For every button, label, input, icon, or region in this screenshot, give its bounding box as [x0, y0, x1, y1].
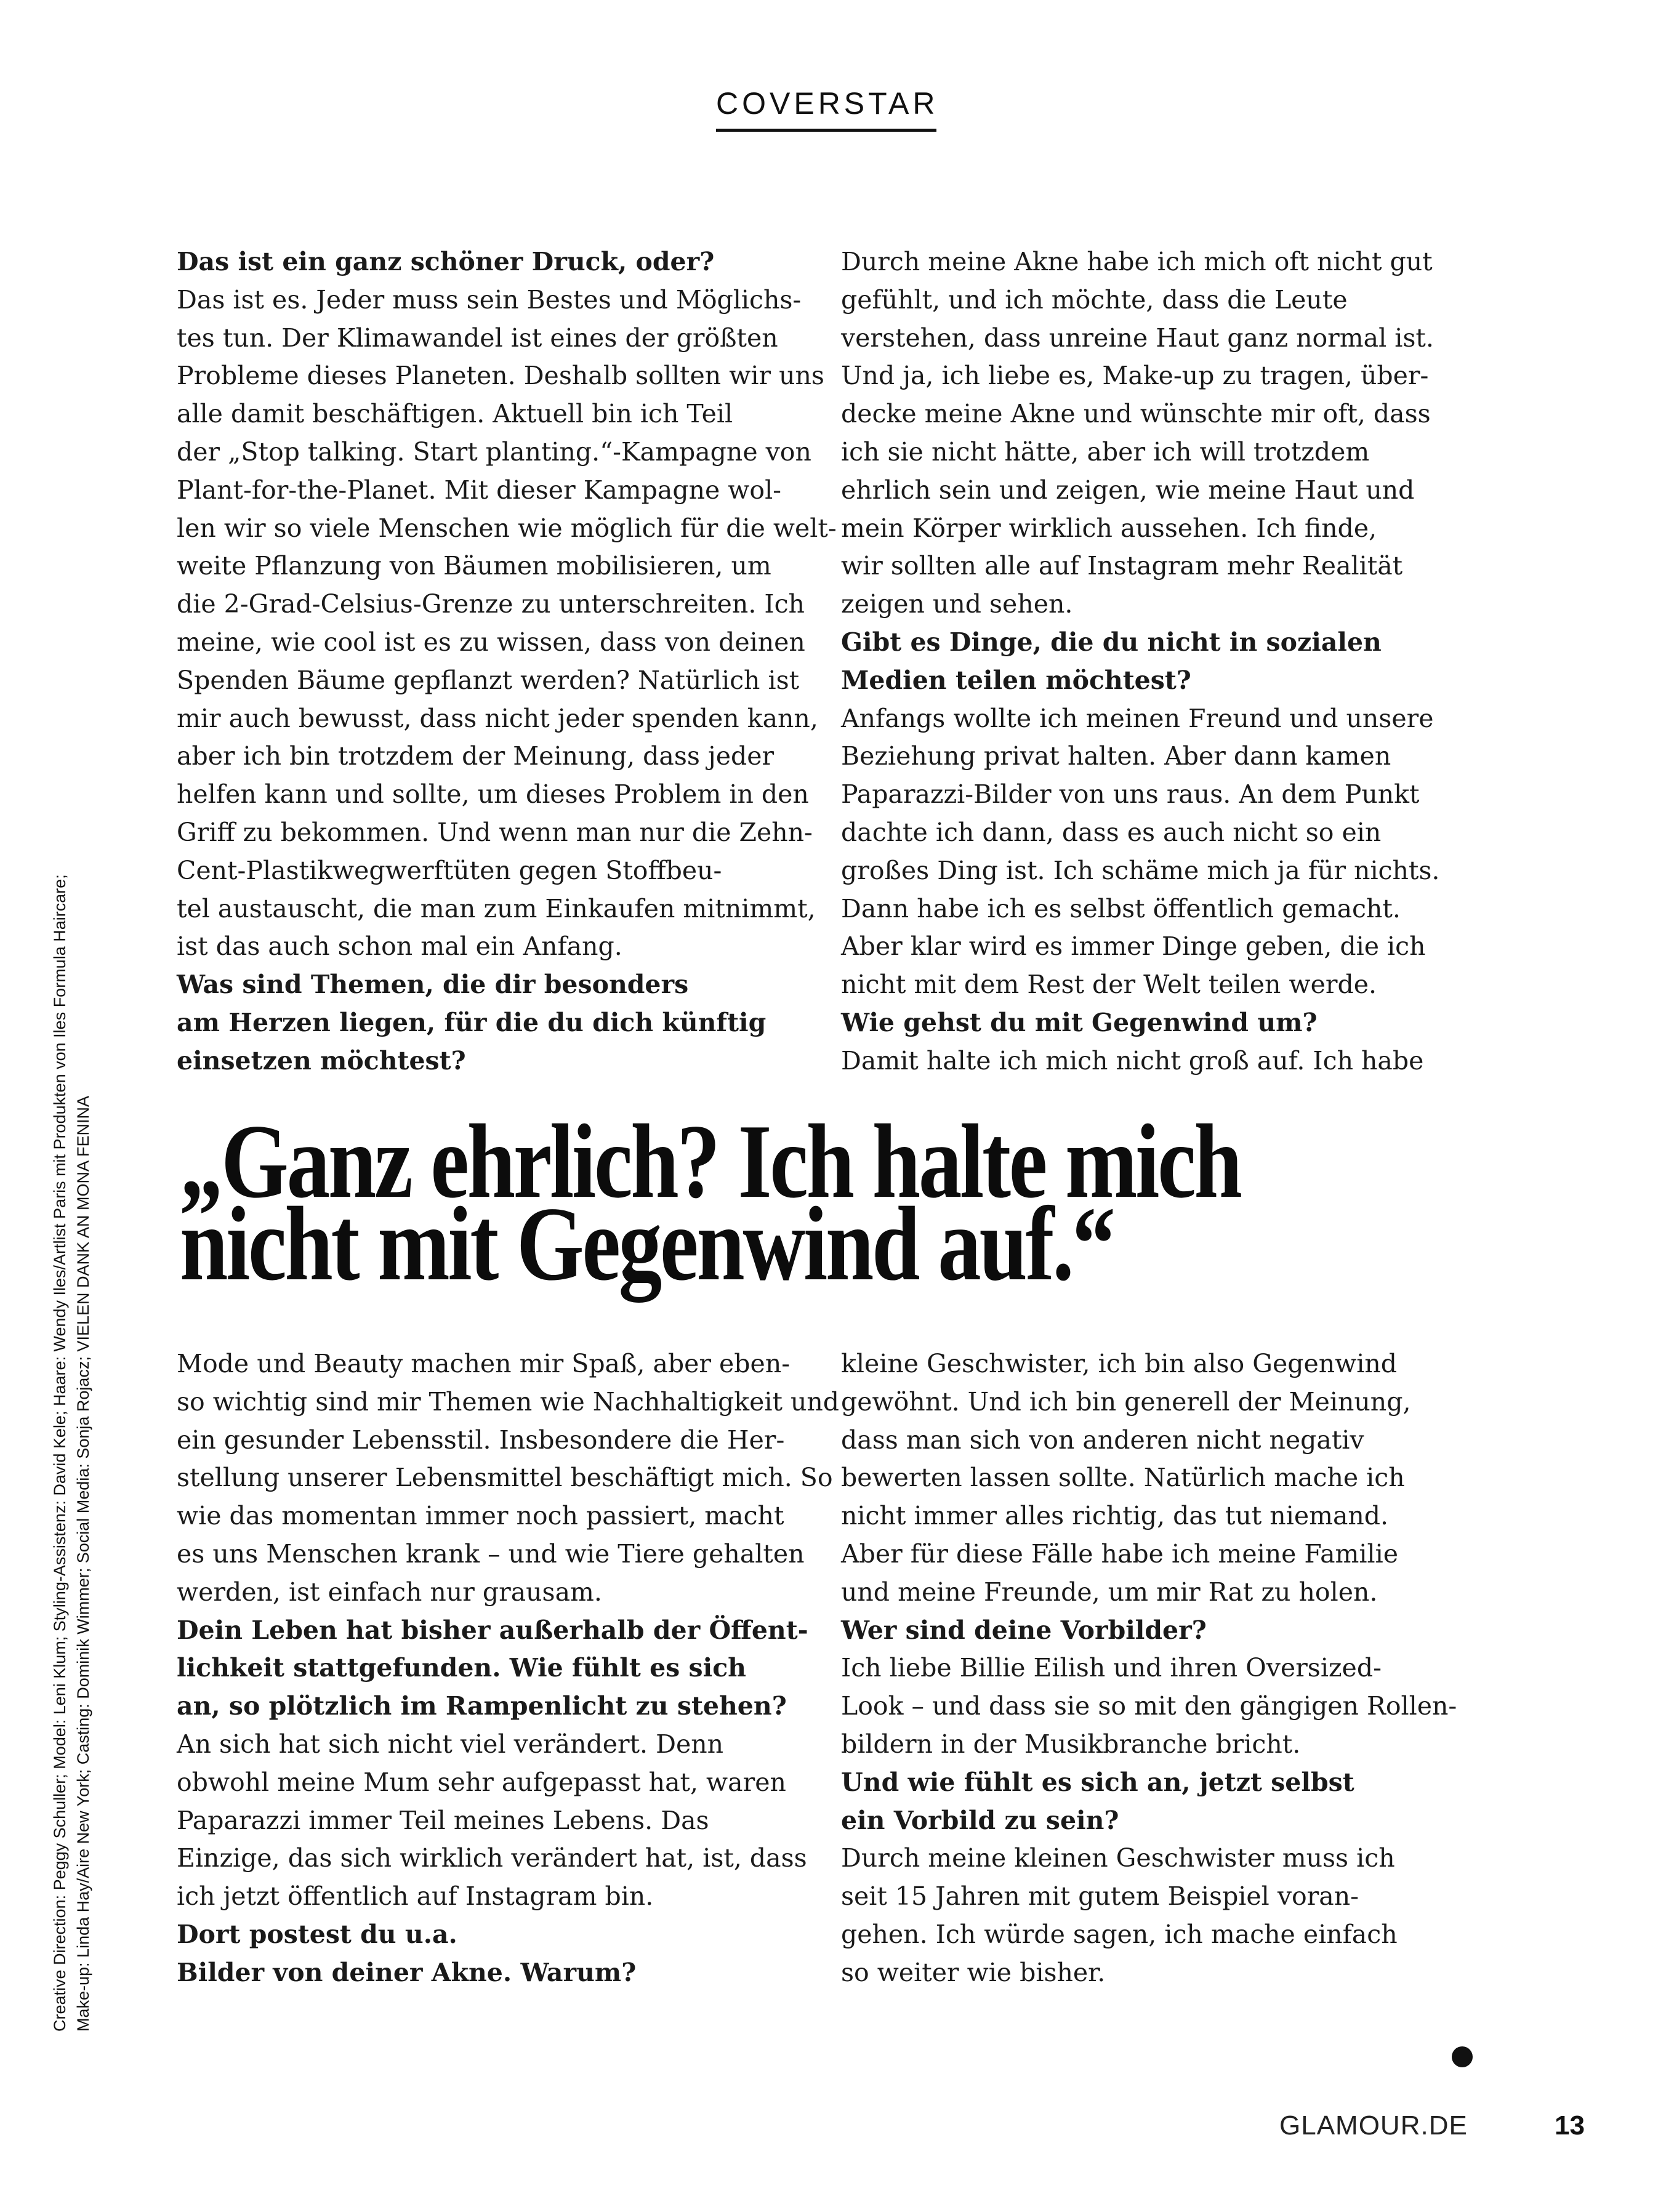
body-text-line: Damit halte ich mich nicht groß auf. Ich habe: [841, 1045, 1424, 1076]
body-text-line: Durch meine kleinen Geschwister muss ich: [841, 1843, 1395, 1873]
body-text-line: ist das auch schon mal ein Anfang.: [177, 931, 622, 962]
body-text-line: tel austauscht, die man zum Einkaufen mitnimmt,: [177, 893, 816, 923]
body-text-line: Griff zu bekommen. Und wenn man nur die Zehn-: [177, 817, 813, 847]
pull-quote: [180, 1103, 1241, 1303]
body-text-line: wie das momentan immer noch passiert, macht: [177, 1501, 784, 1531]
body-text-line: Beziehung privat halten. Aber dann kamen: [841, 741, 1391, 771]
section-underline: [716, 129, 936, 132]
body-text-line: mir auch bewusst, dass nicht jeder spenden kann,: [177, 703, 818, 733]
interview-question-line: ein Vorbild zu sein?: [841, 1805, 1119, 1835]
text-column-1: [177, 243, 837, 1080]
body-text-line: zeigen und sehen.: [841, 589, 1073, 619]
body-text-line: Einzige, das sich wirklich verändert hat, ist, dass: [177, 1843, 807, 1873]
interview-question-line: Das ist ein ganz schöner Druck, oder?: [177, 247, 715, 276]
interview-question-line: einsetzen möchtest?: [177, 1045, 466, 1076]
interview-question-line: Und wie fühlt es sich an, jetzt selbst: [841, 1767, 1354, 1797]
body-text-line: Aber klar wird es immer Dinge geben, die ich: [841, 931, 1426, 962]
interview-question-line: Medien teilen möchtest?: [841, 665, 1191, 695]
body-text-line: gewöhnt. Und ich bin generell der Meinung,: [841, 1386, 1411, 1417]
body-text-line: helfen kann und sollte, um dieses Problem in den: [177, 779, 809, 810]
body-text-line: so weiter wie bisher.: [841, 1957, 1106, 1987]
body-text-line: Plant-for-the-Planet. Mit dieser Kampagne wol-: [177, 475, 782, 505]
footer-site-name: GLAMOUR.DE: [1279, 2110, 1468, 2141]
body-text-line: Dann habe ich es selbst öffentlich gemacht.: [841, 893, 1401, 923]
body-text-line: gehen. Ich würde sagen, ich mache einfach: [841, 1919, 1398, 1949]
body-text-line: alle damit beschäftigen. Aktuell bin ich Teil: [177, 399, 733, 429]
body-text-line: nicht immer alles richtig, das tut niemand.: [841, 1501, 1389, 1531]
body-text-line: tes tun. Der Klimawandel ist eines der größten: [177, 323, 778, 353]
body-text-line: es uns Menschen krank – und wie Tiere gehalten: [177, 1538, 805, 1569]
body-text-line: bewerten lassen sollte. Natürlich mache ich: [841, 1463, 1405, 1493]
body-text-line: verstehen, dass unreine Haut ganz normal ist.: [841, 323, 1434, 353]
body-text-line: so wichtig sind mir Themen wie Nachhaltigkeit und: [177, 1386, 840, 1417]
interview-question-line: lichkeit stattgefunden. Wie fühlt es sich: [177, 1653, 746, 1683]
credit-line: Make-up: Linda Hay/Aire New York; Casting: Dominik Wimmer; Social Media: Sonja Rojacz; VIELEN DANK AN MONA FENINA: [74, 1095, 92, 2032]
body-text-line: Aber für diese Fälle habe ich meine Familie: [841, 1538, 1399, 1569]
body-text-line: aber ich bin trotzdem der Meinung, dass jeder: [177, 741, 775, 771]
body-text-line: wir sollten alle auf Instagram mehr Realität: [841, 551, 1403, 581]
body-text-line: An sich hat sich nicht viel verändert. Denn: [177, 1729, 724, 1759]
interview-question-line: Was sind Themen, die dir besonders: [177, 970, 689, 1000]
body-text-line: der „Stop talking. Start planting.“-Kampagne von: [177, 436, 811, 467]
body-text-line: mein Körper wirklich aussehen. Ich finde,: [841, 513, 1377, 543]
body-text-line: Spenden Bäume gepflanzt werden? Natürlich ist: [177, 665, 800, 695]
body-text-line: Und ja, ich liebe es, Make-up zu tragen, über-: [841, 361, 1429, 391]
text-column-4: [841, 1345, 1475, 1992]
body-text-line: großes Ding ist. Ich schäme mich ja für nichts.: [841, 855, 1440, 885]
body-text-line: gefühlt, und ich möchte, dass die Leute: [841, 284, 1348, 315]
body-text-line: decke meine Akne und wünschte mir oft, dass: [841, 399, 1431, 429]
body-text-line: seit 15 Jahren mit gutem Beispiel voran-: [841, 1881, 1359, 1912]
body-text-line: weite Pflanzung von Bäumen mobilisieren, um: [177, 551, 771, 581]
interview-question-line: Wie gehst du mit Gegenwind um?: [841, 1007, 1318, 1037]
interview-question-line: Gibt es Dinge, die du nicht in sozialen: [841, 627, 1382, 657]
body-text-line: stellung unserer Lebensmittel beschäftigt mich. So: [177, 1463, 833, 1493]
body-text-line: ehrlich sein und zeigen, wie meine Haut und: [841, 475, 1415, 505]
body-text-line: Das ist es. Jeder muss sein Bestes und Möglichs-: [177, 284, 802, 315]
body-text-line: dachte ich dann, dass es auch nicht so ein: [841, 817, 1382, 847]
body-text-line: Mode und Beauty machen mir Spaß, aber eben-: [177, 1349, 791, 1378]
body-text-line: bildern in der Musikbranche bricht.: [841, 1729, 1301, 1759]
body-text-line: und meine Freunde, um mir Rat zu holen.: [841, 1577, 1378, 1607]
body-text-line: nicht mit dem Rest der Welt teilen werde.: [841, 970, 1377, 1000]
interview-question-line: Bilder von deiner Akne. Warum?: [177, 1957, 637, 1987]
interview-question-line: Wer sind deine Vorbilder?: [841, 1615, 1207, 1645]
body-text-line: ich jetzt öffentlich auf Instagram bin.: [177, 1881, 654, 1912]
section-label: COVERSTAR: [716, 86, 939, 121]
body-text-line: dass man sich von anderen nicht negativ: [841, 1425, 1364, 1455]
body-text-line: werden, ist einfach nur grausam.: [177, 1577, 602, 1607]
end-of-article-mark: [1452, 2046, 1473, 2067]
body-text-line: Look – und dass sie so mit den gängigen Rollen-: [841, 1691, 1457, 1721]
section-header: [716, 85, 939, 132]
body-text-line: Probleme dieses Planeten. Deshalb sollten wir uns: [177, 361, 824, 391]
interview-question-line: an, so plötzlich im Rampenlicht zu stehen?: [177, 1691, 787, 1721]
credit-line: Creative Direction: Peggy Schuller; Model: Leni Klum; Styling-Assistenz: David Kele; Haare: Wendy Iles/Artlist Paris mit Produkten von Iles Formula Haircare;: [50, 874, 69, 2032]
page-number: 13: [1555, 2110, 1585, 2141]
body-text-line: die 2-Grad-Celsius-Grenze zu unterschreiten. Ich: [177, 589, 805, 619]
interview-question-line: Dein Leben hat bisher außerhalb der Öffent-: [177, 1615, 808, 1645]
body-text-line: Paparazzi-Bilder von uns raus. An dem Punkt: [841, 779, 1420, 810]
body-text-line: Anfangs wollte ich meinen Freund und unsere: [841, 703, 1434, 733]
body-text-line: ein gesunder Lebensstil. Insbesondere die Her-: [177, 1425, 785, 1455]
body-text-line: obwohl meine Mum sehr aufgepasst hat, waren: [177, 1767, 786, 1797]
pull-quote-line: nicht mit Gegenwind auf.“: [180, 1186, 1114, 1303]
body-text-line: ich sie nicht hätte, aber ich will trotzdem: [841, 436, 1370, 467]
body-text-line: meine, wie cool ist es zu wissen, dass von deinen: [177, 627, 805, 657]
body-text-line: kleine Geschwister, ich bin also Gegenwind: [841, 1349, 1398, 1378]
body-text-line: Ich liebe Billie Eilish und ihren Oversized-: [841, 1653, 1382, 1683]
text-column-2: [841, 243, 1475, 1080]
photo-credits: [48, 554, 95, 2032]
pull-quote-line: „Ganz ehrlich? Ich halte mich: [180, 1103, 1241, 1220]
body-text-line: Durch meine Akne habe ich mich oft nicht gut: [841, 247, 1433, 276]
interview-question-line: Dort postest du u.a.: [177, 1919, 457, 1949]
interview-question-line: am Herzen liegen, für die du dich künftig: [177, 1007, 767, 1037]
body-text-line: len wir so viele Menschen wie möglich für die welt-: [177, 513, 837, 543]
body-text-line: Paparazzi immer Teil meines Lebens. Das: [177, 1805, 709, 1835]
body-text-line: Cent-Plastikwegwerftüten gegen Stoffbeu-: [177, 855, 722, 885]
text-column-3: [177, 1345, 840, 1992]
